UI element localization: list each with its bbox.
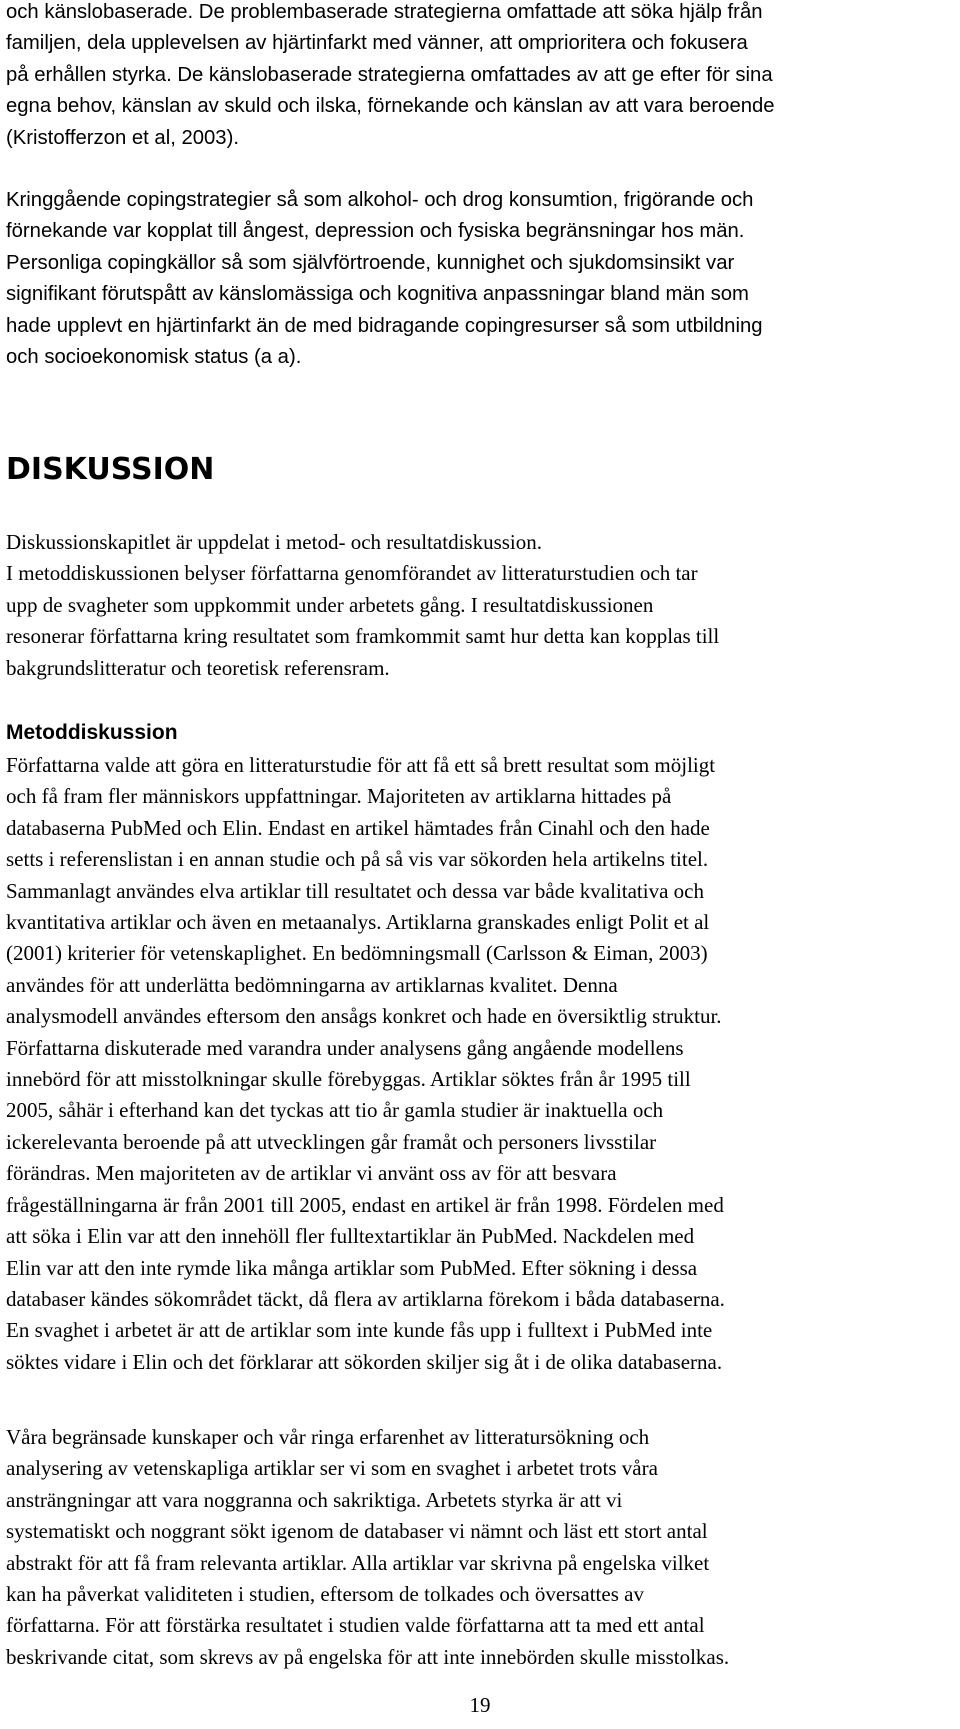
coping-paragraph: Kringgående copingstrategier så som alkohol- och drog konsumtion, frigörande och förnekande var kopplat till ångest, depression och fysiska begränsningar hos män. Personliga copingkällor så som självförtroende, kunnighet och sjukdomsinsikt var signifikant förutspått av känslomässiga och kognitiva anpassningar bland män som hade upplevt en hjärtinfarkt än de med bidragande copingresurser så som utbildning och socioekonomisk status (a a).: [6, 189, 763, 369]
page-number: 19: [469, 1693, 491, 1717]
limitations-paragraph: Våra begränsade kunskaper och vår ringa erfarenhet av litteratursökning och analysering av vetenskapliga artiklar ser vi som en svaghet i arbetet trots våra ansträngningar att vara noggranna och sakriktiga. Arbetets styrka är att vi systematiskt och noggrant sökt igenom de databaser vi nämnt och läst ett stort antal abstrakt för att få fram relevanta artiklar. Alla artiklar var skrivna på engelska vilket kan ha påverkat validiteten i studien, eftersom de tolkades och översattes av författarna. För att förstärka resultatet i studien valde författarna att ta med ett antal beskrivande citat, som skrevs av på engelska för att inte innebörden skulle misstolkas.: [6, 1425, 730, 1669]
continued-paragraph: och känslobaserade. De problembaserade strategierna omfattade att söka hjälp från familjen, dela upplevelsen av hjärtinfarkt med vänner, att omprioritera och fokusera på erhållen styrka. De känslobaserade strategierna omfattades av att ge efter för sina egna behov, känslan av skuld och ilska, förnekande och känslan av att vara beroende (Kristofferzon et al, 2003).: [6, 1, 775, 149]
document-page: [6, 0, 956, 1669]
heading-metoddiskussion: Metoddiskussion: [6, 721, 178, 744]
metoddiskussion-paragraph: Författarna valde att göra en litteraturstudie för att få ett så brett resultat som möjligt och få fram fler människors uppfattningar. Majoriteten av artiklarna hittades på databaserna PubMed och Elin. Endast en artikel hämtades från Cinahl och den hade setts i referenslistan i en annan studie och på så vis var sökorden hela artikelns titel. Sammanlagt användes elva artiklar till resultatet och dessa var både kvalitativa och kvantitativa artiklar och även en metaanalys. Artiklarna granskades enligt Polit et al (2001) kriterier för vetenskaplighet. En bedömningsmall (Carlsson & Eiman, 2003) användes för att underlätta bedömningarna av artiklarnas kvalitet. Denna analysmodell användes eftersom den ansågs konkret och hade en översiktlig struktur. Författarna diskuterade med varandra under analysens gång angående modellens innebörd för att misstolkningar skulle förebyggas. Artiklar söktes från år 1995 till 2005, såhär i efterhand kan det tyckas att tio år gamla studier är inaktuella och ickerelevanta beroende på att utvecklingen går framåt och personers livsstilar förändras. Men majoriteten av de artiklar vi använt oss av för att besvara frågeställningarna är från 2001 till 2005, endast en artikel är från 1998. Fördelen med att söka i Elin var att den innehöll fler fulltextartiklar än PubMed. Nackdelen med Elin var att den inte rymde lika många artiklar som PubMed. Efter sökning i dessa databaser kändes sökområdet täckt, då flera av artiklarna förekom i båda databaserna. En svaghet i arbetet är att de artiklar som inte kunde fås upp i fulltext i PubMed inte söktes vidare i Elin och det förklarar att sökorden skiljer sig åt i de olika databaserna.: [6, 753, 725, 1374]
diskussion-intro-paragraph: Diskussionskapitlet är uppdelat i metod- och resultatdiskussion. I metoddiskussionen belyser författarna genomförandet av litteraturstudien och tar upp de svagheter som uppkommit under arbetets gång. I resultatdiskussionen resonerar författarna kring resultatet som framkommit samt hur detta kan kopplas till bakgrundslitteratur och teoretisk referensram.: [6, 530, 720, 680]
heading-diskussion: DISKUSSION: [6, 452, 215, 487]
